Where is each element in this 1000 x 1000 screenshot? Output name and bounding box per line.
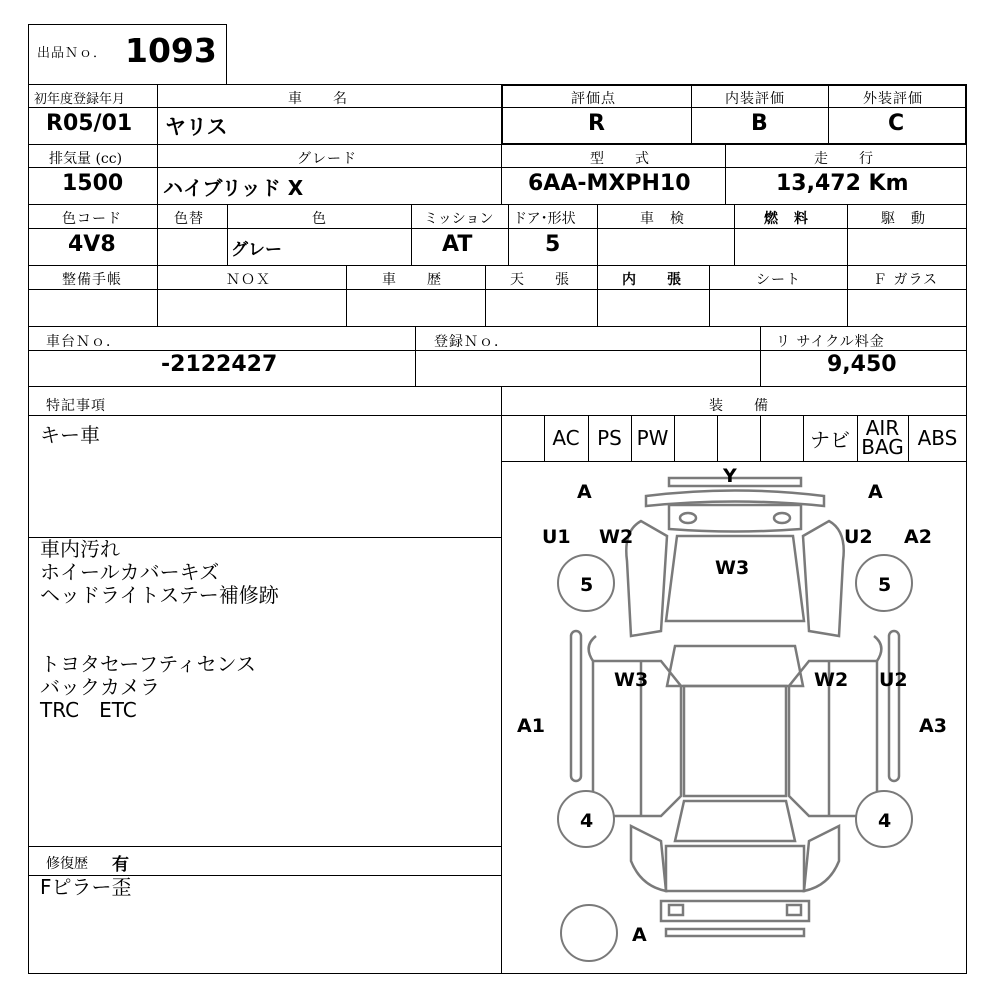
front-glass-label: Ｆ ガラス	[873, 272, 939, 288]
mileage-value: 13,472 Km	[776, 171, 909, 196]
equipment-pw: PW	[636, 426, 669, 450]
displacement-label: 排気量 (cc)	[49, 151, 123, 167]
car-name-label: 車 名	[288, 91, 348, 107]
mark-left-side: A1	[517, 715, 545, 737]
mark-right-fender-u: U2	[844, 526, 873, 548]
right-rocker	[889, 631, 899, 781]
interior-score-value: B	[751, 111, 768, 136]
note-line-1: キー車	[40, 423, 100, 447]
mark-left-door: W3	[614, 669, 649, 691]
recycle-fee-value: 9,450	[827, 352, 897, 377]
lot-number: 1093	[125, 31, 217, 70]
taillight-left	[669, 905, 683, 915]
note-item: バックカメラ	[40, 675, 160, 699]
mark-right-door-w: W2	[814, 669, 849, 691]
mark-rear-left-wheel: 4	[580, 810, 594, 832]
headliner-label: 天 張	[510, 272, 570, 288]
lot-number-box	[28, 24, 227, 85]
seat-label: シート	[756, 272, 801, 288]
mileage-label: 走 行	[814, 151, 874, 167]
front-grille	[669, 505, 801, 532]
fuel-label: 燃 料	[764, 211, 809, 227]
mark-front-left-corner: A	[577, 481, 592, 503]
rear-bumper-strip	[666, 929, 804, 936]
equipment-ps: PS	[597, 426, 622, 450]
nox-label: ＮＯＸ	[226, 272, 271, 288]
rear-left-quarter	[631, 826, 666, 891]
registration-number-label: 登録Ｎｏ．	[434, 334, 509, 350]
mark-right-side: A3	[919, 715, 947, 737]
recycle-fee-label: リ サイクル料金	[776, 334, 885, 350]
notes-label: 特記事項	[46, 398, 106, 414]
first-registration-label: 初年度登録年月	[34, 92, 126, 107]
car-damage-diagram	[501, 461, 967, 974]
airbag-line-2: BAG	[861, 435, 904, 459]
interior-trim-label: 内 張	[622, 272, 682, 288]
transmission-value: AT	[442, 232, 473, 257]
drive-label: 駆 動	[881, 211, 926, 227]
color-value: グレー	[231, 240, 282, 260]
model-label: 型 式	[590, 151, 650, 167]
equipment-airbag	[857, 415, 908, 461]
taillight-right	[787, 905, 801, 915]
service-book-label: 整備手帳	[62, 272, 122, 288]
grade-value: ハイブリッド X	[163, 176, 304, 200]
exterior-score-label: 外装評価	[863, 91, 923, 107]
equipment-label: 装 備	[709, 398, 769, 414]
left-rocker	[571, 631, 581, 781]
transmission-label: ミッション	[424, 211, 494, 227]
mark-front-right-corner: A	[868, 481, 883, 503]
color-label: 色	[312, 211, 327, 227]
note-item: ヘッドライトステー補修跡	[40, 583, 279, 607]
trunk-lid	[666, 846, 804, 891]
chassis-number-label: 車台Ｎｏ．	[46, 334, 121, 350]
note-item: ホイールカバーキズ	[40, 560, 220, 584]
door-shape-value: 5	[545, 232, 561, 257]
mark-front-left-wheel: 5	[580, 574, 594, 596]
door-shape-label: ドア･形状	[513, 211, 576, 227]
chassis-number-value: -2122427	[161, 352, 278, 377]
mark-hood: W3	[715, 557, 750, 579]
repair-history-label: 修復歴	[46, 856, 88, 872]
note-item: トヨタセーフティセンス	[40, 652, 256, 676]
spare-wheel	[561, 905, 617, 961]
front-bumper	[646, 491, 824, 507]
mark-rear-right-wheel: 4	[878, 810, 892, 832]
headlight-right	[774, 513, 790, 523]
repair-history-value: 有	[112, 855, 129, 875]
displacement-value: 1500	[62, 171, 124, 196]
score-label: 評価点	[571, 91, 616, 107]
car-name-value: ヤリス	[165, 115, 228, 139]
note-item: 車内汚れ	[40, 537, 120, 561]
score-value: R	[588, 111, 605, 136]
inspection-label: 車 検	[640, 211, 685, 227]
mark-right-fender-a: A2	[904, 526, 932, 548]
mark-front-bumper: Y	[723, 465, 737, 487]
grade-label: グレード	[297, 151, 357, 167]
equipment-abs: ABS	[917, 426, 958, 450]
rear-right-quarter	[804, 826, 839, 891]
color-code-label: 色コード	[62, 211, 122, 227]
mark-front-right-wheel: 5	[878, 574, 892, 596]
first-registration-value: R05/01	[46, 111, 133, 136]
equipment-navi: ナビ	[810, 427, 850, 452]
lot-number-label: 出品Ｎｏ．	[37, 46, 108, 61]
color-code-value: 4V8	[68, 232, 116, 257]
front-right-fender	[803, 521, 844, 636]
note-item: TRC ETC	[40, 698, 137, 722]
equipment-ac: AC	[552, 426, 580, 450]
vehicle-history-label: 車 歴	[382, 272, 442, 288]
mark-right-door-u: U2	[879, 669, 908, 691]
mark-left-fender-w: W2	[599, 526, 634, 548]
model-value: 6AA-MXPH10	[528, 171, 691, 196]
interior-score-label: 内装評価	[725, 91, 785, 107]
mark-left-fender-u: U1	[542, 526, 571, 548]
headlight-left	[680, 513, 696, 523]
mark-rear: A	[632, 924, 647, 946]
exterior-score-value: C	[888, 111, 905, 136]
rear-window	[675, 801, 795, 841]
repair-detail: Fピラー歪	[40, 875, 132, 899]
roof-panel	[684, 686, 786, 796]
airbag-line-1: AIR	[865, 416, 900, 440]
windshield	[667, 646, 803, 686]
repaint-label: 色替	[174, 211, 204, 227]
